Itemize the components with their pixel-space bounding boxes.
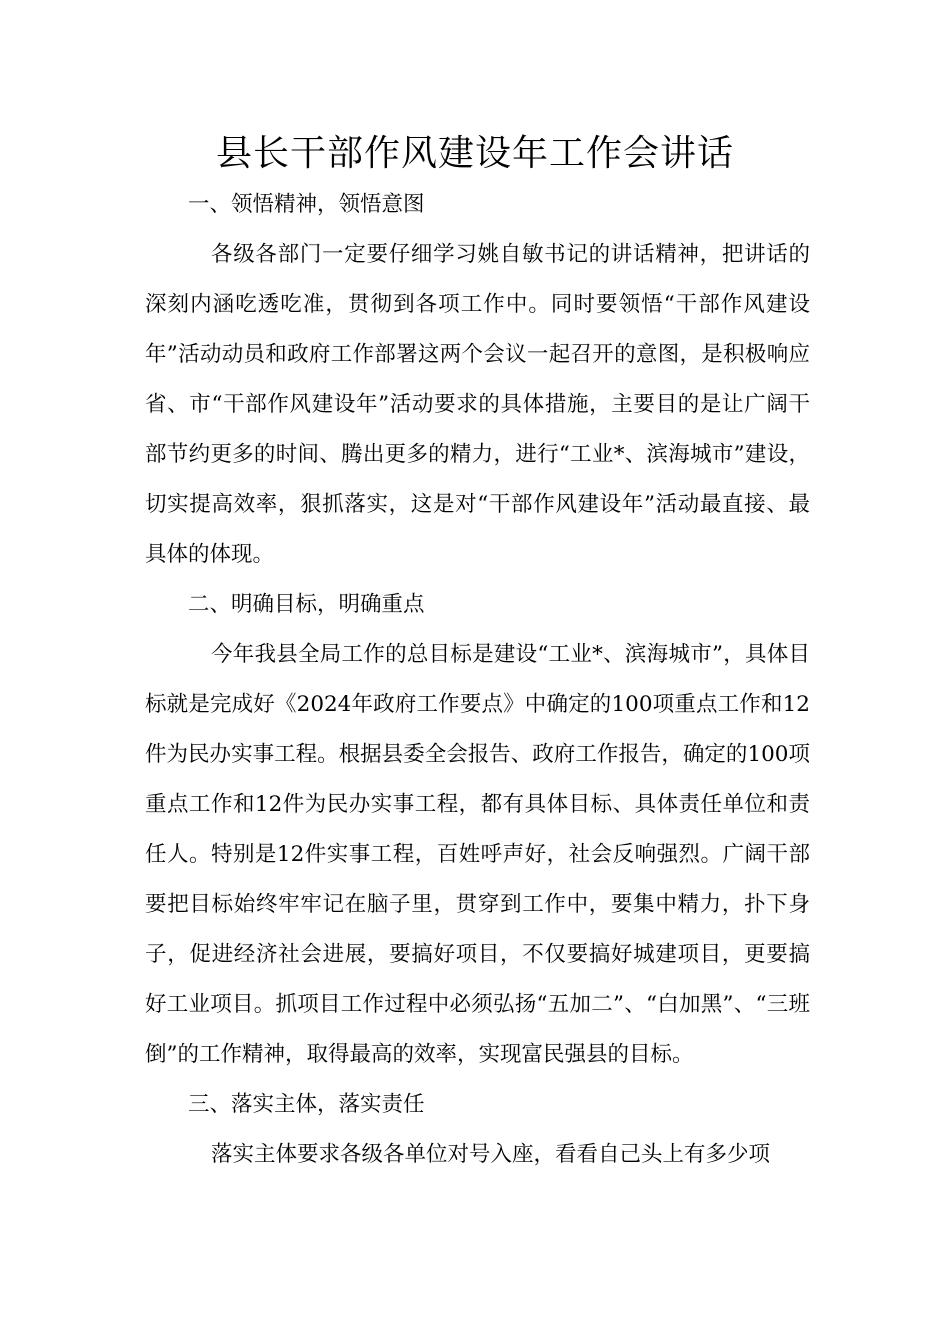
section-paragraph-2: 今年我县全局工作的总目标是建设“工业*、滨海城市”，具体目标就是完成好《2024年政府工作要点》中确定的100项重点工作和12件为民办实事工程。根据县委全会报告、政府工作报告，确定的100项重点工作和12件为民办实事工程，都有具体目标、具体责任单位和责任人。特别是12件实事工程，百姓呼声好，社会反响强烈。广阔干部要把目标始终牢牢记在脑子里，贯穿到工作中，要集中精力，扑下身子，促进经济社会进展，要搞好项目，不仅要搞好城建项目，更要搞好工业项目。抓项目工作过程中必须弘扬“五加二”、“白加黑”、“三班倒”的工作精神，取得最高的效率，实现富民强县的目标。 [145, 642, 810, 1067]
section-heading-1: 一、领悟精神，领悟意图 [188, 192, 425, 217]
section-paragraph-3: 落实主体要求各级各单位对号入座，看看自己头上有多少项 [211, 1142, 771, 1167]
section-heading-2: 二、明确目标，明确重点 [188, 592, 425, 617]
section-paragraph-1: 各级各部门一定要仔细学习姚自敏书记的讲话精神，把讲话的深刻内涵吃透吃准，贯彻到各项工作中。同时要领悟“干部作风建设年”活动动员和政府工作部署这两个会议一起召开的意图，是积极响应省、市“干部作风建设年”活动要求的具体措施，主要目的是让广阔干部节约更多的时间、腾出更多的精力，进行“工业*、滨海城市”建设，切实提高效率，狠抓落实，这是对“干部作风建设年”活动最直接、最具体的体现。 [145, 242, 810, 567]
document-body [145, 180, 810, 1180]
section-heading-3: 三、落实主体，落实责任 [188, 1092, 425, 1117]
document-title: 县长干部作风建设年工作会讲话 [215, 133, 734, 174]
